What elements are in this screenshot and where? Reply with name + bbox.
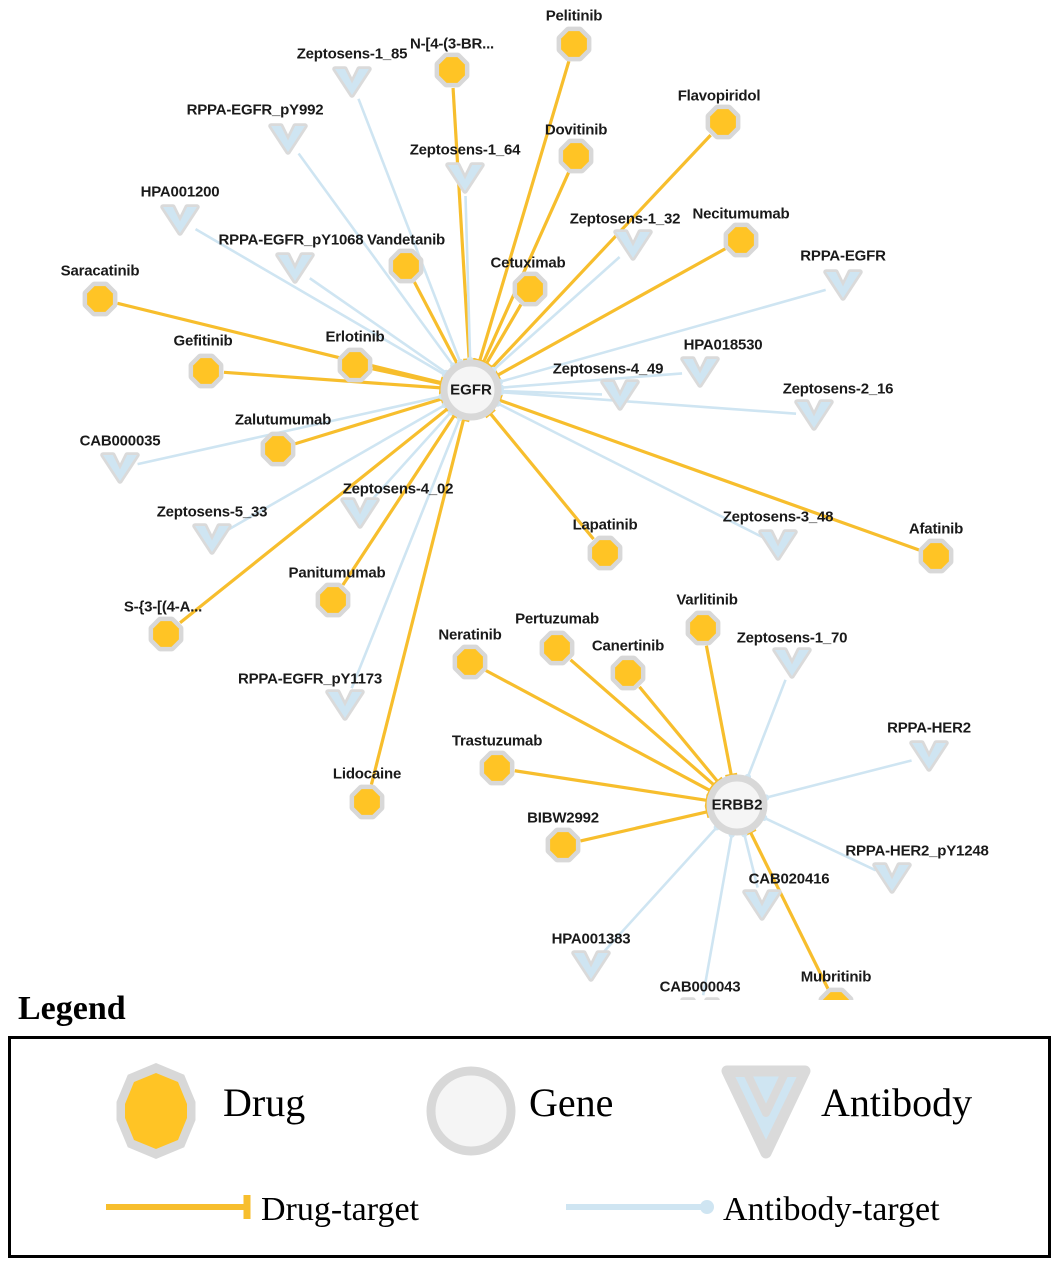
legend-label-antibody: Antibody (821, 1080, 973, 1125)
legend-box (8, 1036, 1051, 1258)
antibody-label: Zeptosens-1_64 (409, 141, 521, 159)
drug-label: Necitumumab (692, 205, 790, 223)
drug-node (153, 621, 179, 647)
legend-label-drug-target: Drug-target (261, 1191, 419, 1228)
antibody-label: CAB000043 (659, 978, 741, 996)
drug-target-edge (343, 415, 455, 585)
drug-node (517, 276, 543, 302)
antibody-label: CAB020416 (748, 870, 830, 888)
drug-node (354, 789, 380, 815)
legend-label-drug: Drug (223, 1080, 306, 1125)
drug-target-edge (373, 369, 442, 384)
antibody-label: Zeptosens-4_02 (342, 480, 454, 498)
drug-node (592, 540, 618, 566)
legend-gene-icon (416, 1061, 526, 1161)
antibody-label: RPPA-EGFR (800, 247, 886, 265)
antibody-label: RPPA-HER2 (887, 719, 971, 737)
drug-label: Varlitinib (676, 591, 738, 609)
gene-label: EGFR (450, 381, 492, 399)
antibody-label: Zeptosens-1_70 (736, 629, 848, 647)
legend-drug-icon (101, 1061, 211, 1161)
antibody-label: RPPA-EGFR_pY1173 (237, 670, 383, 688)
drug-node (923, 543, 949, 569)
drug-label: Trastuzumab (451, 732, 543, 750)
drug-label: Mubritinib (800, 968, 872, 986)
edges (117, 61, 919, 995)
drug-label: BIBW2992 (527, 809, 599, 827)
antibody-target-edge (501, 392, 796, 414)
drug-node (561, 31, 587, 57)
antibody-label: Zeptosens-4_49 (552, 360, 664, 378)
antibody-target-edge (748, 680, 786, 777)
antibody-label: Zeptosens-2_16 (782, 380, 894, 398)
drug-label: S-{3-[(4-A... (123, 598, 203, 616)
drug-label: Gefitinib (173, 332, 233, 350)
antibody-label: HPA001200 (140, 183, 220, 201)
legend-drug-edge-icon (101, 1187, 261, 1227)
antibody-label: RPPA-EGFR_pY1068 (218, 231, 364, 249)
antibody-target-edge (766, 760, 911, 797)
drug-node (544, 635, 570, 661)
drug-label: Flavopiridol (677, 87, 761, 105)
drug-node (393, 253, 419, 279)
legend-antibody-edge-icon (561, 1187, 721, 1227)
legend-antibody-icon (711, 1061, 821, 1161)
drug-label: Zalutumumab (234, 411, 332, 429)
antibody-label: Zeptosens-5_33 (156, 503, 268, 521)
legend-label-antibody-target: Antibody-target (723, 1191, 940, 1228)
drug-target-edge (499, 400, 919, 550)
drug-label: Pertuzumab (515, 610, 599, 628)
drug-node (439, 57, 465, 83)
legend-title: Legend (18, 990, 126, 1027)
antibody-label: HPA018530 (683, 336, 763, 354)
drug-node (457, 649, 483, 675)
drug-label: N-[4-(3-BR... (409, 35, 495, 53)
drug-node (710, 109, 736, 135)
drug-label: Panitumumab (288, 564, 386, 582)
antibody-label: RPPA-EGFR_pY992 (186, 101, 324, 119)
legend (8, 990, 1051, 1258)
drug-node (320, 587, 346, 613)
drug-target-edge (480, 61, 569, 361)
drug-label: Neratinib (438, 626, 502, 644)
drug-label: Afatinib (908, 520, 964, 538)
antibody-label: Zeptosens-1_85 (296, 45, 408, 63)
drug-label: Lidocaine (332, 765, 402, 783)
drug-label: Canertinib (591, 637, 665, 655)
drug-node (550, 832, 576, 858)
antibody-label: Zeptosens-1_32 (569, 210, 681, 228)
drug-node (87, 286, 113, 312)
drug-label: Pelitinib (545, 7, 603, 25)
drug-node (728, 227, 754, 253)
antibody-target-edge (703, 835, 732, 996)
drug-label: Erlotinib (325, 328, 385, 346)
drug-target-edge (706, 646, 731, 776)
drug-label: Lapatinib (572, 516, 638, 534)
drug-label: Vandetanib (366, 231, 446, 249)
drug-node (265, 436, 291, 462)
drug-node (193, 358, 219, 384)
drug-target-edge (492, 135, 711, 368)
drug-target-edge (639, 687, 717, 782)
drug-node (563, 143, 589, 169)
legend-label-gene: Gene (529, 1080, 614, 1125)
drug-node (615, 660, 641, 686)
drug-target-edge (581, 812, 708, 841)
gene-label: ERBB2 (711, 796, 763, 814)
drug-node (690, 615, 716, 641)
antibody-label: RPPA-HER2_pY1248 (845, 842, 989, 860)
drug-label: Saracatinib (60, 262, 140, 280)
drug-label: Cetuximab (490, 254, 566, 272)
drug-node (342, 352, 368, 378)
antibody-label: HPA001383 (551, 930, 631, 948)
drug-node (484, 755, 510, 781)
antibody-label: Zeptosens-3_48 (722, 508, 834, 526)
antibody-label: CAB000035 (79, 432, 161, 450)
antibody-target-edge (310, 278, 447, 373)
drug-label: Dovitinib (544, 121, 608, 139)
